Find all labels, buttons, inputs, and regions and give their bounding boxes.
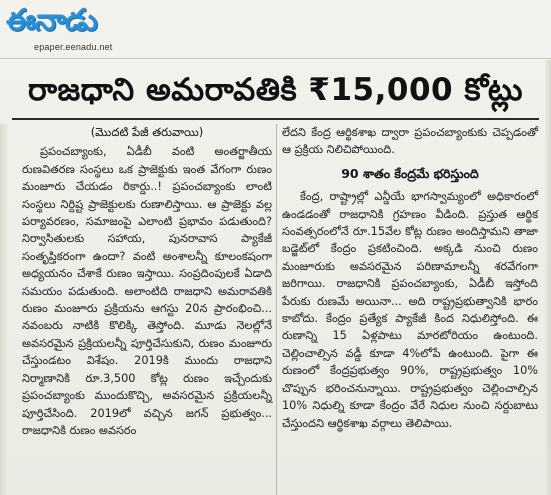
article-column-left [22, 124, 272, 439]
epaper-url: epaper.eenadu.net [34, 42, 113, 52]
page-edge-left [0, 124, 8, 495]
masthead-divider [0, 58, 551, 59]
article-headline: రాజధాని అమరావతికి ₹15,000 కోట్లు [27, 72, 524, 108]
right-column-body [282, 188, 538, 432]
eenadu-logo: ఈనాడు [6, 3, 97, 38]
left-column-body [22, 143, 272, 439]
headline-underline [12, 118, 539, 120]
page-edge-right [545, 60, 551, 495]
left-column-text: ప్రపంచబ్యాంకు, ఏడీబీ వంటి అంతర్జాతీయ రుణవితరణ సంస్థలు ఒక ప్రాజెక్టుకు ఇంత వేగంగా రుణం మంజూరు చేయడం రికార్డు..! ప్రపంచబ్యాంకు లాంటి సంస్థలు నిర్దిష్ట ప్రాజెక్టులకు రుణాలిస్తాయి. ఆ ప్రాజెక్టు వల్ల పర్యావరణం, సమాజంపై ఎలాంటి ప్రభావం పడుతుంది? నిర్వాసితులకు సహాయ, పునరావాస ప్యాకేజీ సంతృప్తికరంగా ఉందా? వంటి అంశాలన్నీ కూలంకషంగా అధ్యయనం చేశాకే రుణం ఇస్తాయి. సంప్రదింపులకే ఏడాది సమయం పడుతుంది. అలాంటిది రాజధాని అమరావతికి రుణం మంజూరు ప్రక్రియను ఆగస్టు 20న ప్రారంభించి... నవంబరు నాటికి కొలిక్కి తెస్తోంది. మూడు నెలల్లోనే అవసరమైన ప్రక్రియలన్నీ పూర్తిచేసుకుని, రుణం మంజూరు చేస్తుండటం విశేషం. 2019కి ముందు రాజధాని నిర్మాణానికి రూ.3,500 కోట్ల రుణం ఇచ్చేందుకు ప్రపంచబ్యాంకు ముందుకొచ్చి, అవసరమైన ప్రక్రియలన్నీ పూర్తిచేసింది. 2019లో వచ్చిన జగన్ ప్రభుత్వం... రాజధానికి రుణం అవసరం [22, 145, 272, 437]
masthead [6, 2, 146, 58]
continued-from-front-page: (మొదటి పేజీ తరువాయి) [90, 125, 204, 139]
article-column-right [282, 124, 538, 432]
article-subhead: 90 శాతం కేంద్రమే భరిస్తుంది [341, 165, 479, 181]
right-column-intro: లేదని కేంద్ర ఆర్థికశాఖ ద్వారా ప్రపంచబ్యాంకుకు చెప్పడంతో ఆ ప్రక్రియ నిలిచిపోయింది. [282, 126, 538, 157]
right-column-text: కేంద్ర, రాష్ట్రాల్లో ఎన్డీయే భాగస్వామ్యంలో అధికారంలో ఉండడంతో రాజధానికి గ్రహణం వీడింది. ప్రస్తుత ఆర్థిక సంవత్సరంలోనే రూ.15వేల కోట్ల రుణం అందిస్తామని తాజా బడ్జెట్‌లో కేంద్రం ప్రకటించింది. అక్కడి నుంచి రుణం మంజూరుకు అవసరమైన పరిణామాలన్నీ శరవేగంగా జరిగాయి. రాజధానికి ప్రపంచబ్యాంకు, ఏడీబీ ఇస్తోంది పేరుకు రుణమే అయినా... అది రాష్ట్రప్రభుత్వానికి భారం కాబోదు. కేంద్రం ప్రత్యేక ప్యాకేజీ కింద నిధులిస్తోంది. ఈ రుణాన్ని 15 ఏళ్లపాటు మారటోరియం ఉంటుంది. చెల్లించాల్సిన వడ్డీ కూడా 4%లోపే ఉంటుంది. పైగా ఈ రుణంలో కేంద్రప్రభుత్వం 90%, రాష్ట్రప్రభుత్వం 10% చొప్పున భరించనున్నాయి. రాష్ట్రప్రభుత్వం చెల్లించాల్సిన 10% నిధుల్ని కూడా కేంద్రం వేరే నిధుల నుంచి సర్దుబాటు చేస్తుందని ఆర్థికశాఖ వర్గాలు తెలిపాయి. [282, 190, 538, 430]
column-divider [276, 124, 277, 495]
